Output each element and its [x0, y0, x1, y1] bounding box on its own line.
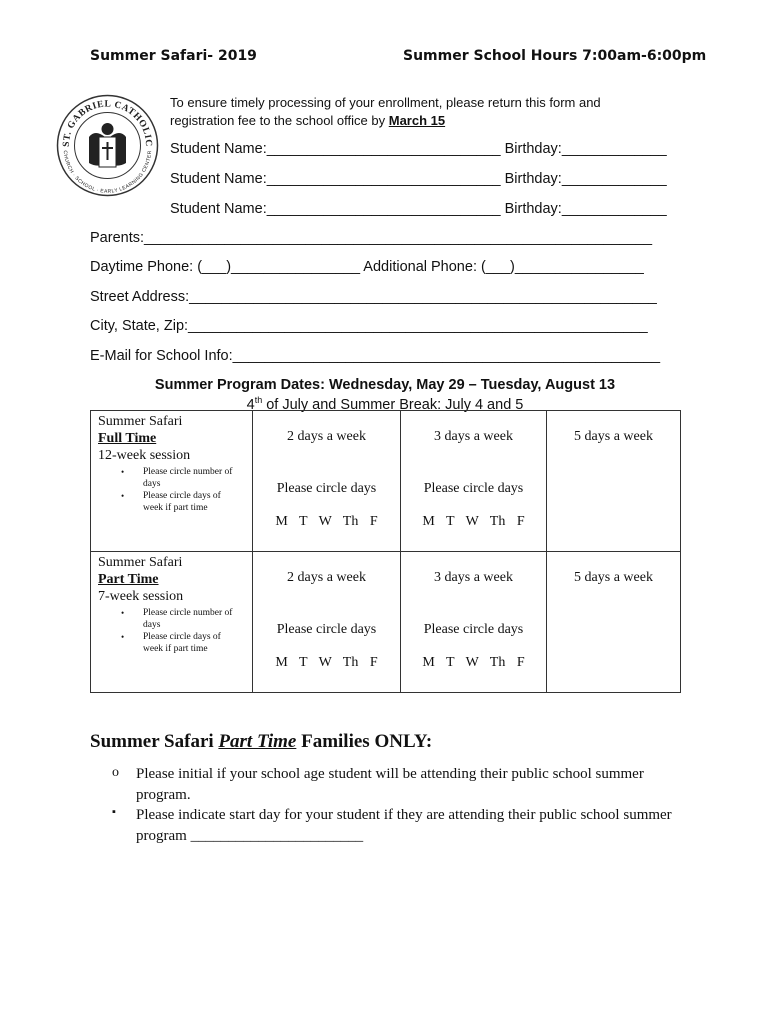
city-state-zip-field[interactable]: City, State, Zip:_________________________________________________________ [90, 318, 648, 334]
option-label: 3 days a week [434, 429, 513, 444]
program-dates: Summer Program Dates: Wednesday, May 29 – Tuesday, August 13 [154, 377, 616, 393]
street-address-field[interactable]: Street Address:__________________________________________________________ [90, 289, 657, 305]
phone-fields[interactable]: Daytime Phone: (___)________________ Additional Phone: (___)________________ [90, 259, 644, 275]
part-time-heading: Summer Safari Part Time Families ONLY: [90, 731, 433, 752]
start-day-instruction[interactable]: Please indicate start day for your student if they are attending their public school summer program _______________________ [136, 807, 672, 844]
table-row-full-time [91, 411, 681, 552]
program-name: Summer Safari [98, 414, 183, 429]
note-item: • Please circle days of week if part time [121, 632, 221, 654]
note-item: • Please circle number of days [121, 467, 233, 489]
program-label-cell [91, 411, 253, 552]
option-label: 2 days a week [287, 429, 366, 444]
option-label: 3 days a week [434, 570, 513, 585]
program-session: 7-week session [98, 589, 184, 604]
option-5-days[interactable] [547, 552, 681, 693]
note-item: • Please circle days of week if part time [121, 491, 221, 513]
header-left: Summer Safari- 2019 [90, 48, 257, 64]
option-label: 5 days a week [574, 570, 653, 585]
circle-instruction: Please circle days [423, 622, 524, 637]
list-item [112, 805, 672, 847]
intro-line-2: registration fee to the school office by March 15 [170, 113, 446, 128]
circle-instruction: Please circle days [276, 481, 377, 496]
logo-text-top: ST. GABRIEL CATHOLIC [61, 99, 154, 148]
header-right: Summer School Hours 7:00am-6:00pm [403, 48, 707, 64]
logo-text-bottom: CHURCH · SCHOOL · EARLY LEARNING CENTER [61, 150, 154, 195]
option-5-days[interactable] [547, 411, 681, 552]
option-3-days[interactable] [401, 411, 547, 552]
option-3-days[interactable] [401, 552, 547, 693]
weekday-choices[interactable]: M T W Th F [422, 514, 525, 529]
option-label: 2 days a week [287, 570, 366, 585]
weekday-choices[interactable]: M T W Th F [422, 655, 525, 670]
intro-line-1: To ensure timely processing of your enrollment, please return this form and [170, 95, 601, 110]
program-session: 12-week session [98, 448, 191, 463]
program-type: Part Time [98, 572, 159, 587]
email-field[interactable]: E-Mail for School Info:_____________________________________________________ [90, 348, 661, 364]
weekday-choices[interactable]: M T W Th F [275, 514, 378, 529]
summer-break-note: 4th of July and Summer Break: July 4 and 5 [246, 395, 524, 413]
program-type: Full Time [98, 431, 157, 446]
program-options-table [90, 410, 681, 693]
program-name: Summer Safari [98, 555, 183, 570]
weekday-choices[interactable]: M T W Th F [275, 655, 378, 670]
table-row-part-time [91, 552, 681, 693]
note-item: • Please circle number of days [121, 608, 233, 630]
school-logo [55, 93, 160, 198]
parents-field[interactable]: Parents:_______________________________________________________________ [90, 230, 653, 246]
initial-instruction[interactable]: Please initial if your school age student will be attending their public school summer program. [136, 766, 644, 803]
student-name-field-1[interactable]: Student Name:_____________________________ Birthday:_____________ [170, 141, 667, 157]
deadline: March 15 [388, 113, 446, 128]
circle-instruction: Please circle days [276, 622, 377, 637]
student-name-field-2[interactable]: Student Name:_____________________________ Birthday:_____________ [170, 171, 667, 187]
program-label-cell [91, 552, 253, 693]
student-name-field-3[interactable]: Student Name:_____________________________ Birthday:_____________ [170, 201, 667, 217]
list-marker: ▪ [112, 806, 116, 818]
list-item [112, 764, 672, 806]
option-2-days[interactable] [253, 552, 401, 693]
option-label: 5 days a week [574, 429, 653, 444]
circle-instruction: Please circle days [423, 481, 524, 496]
option-2-days[interactable] [253, 411, 401, 552]
list-marker: o [112, 765, 119, 780]
